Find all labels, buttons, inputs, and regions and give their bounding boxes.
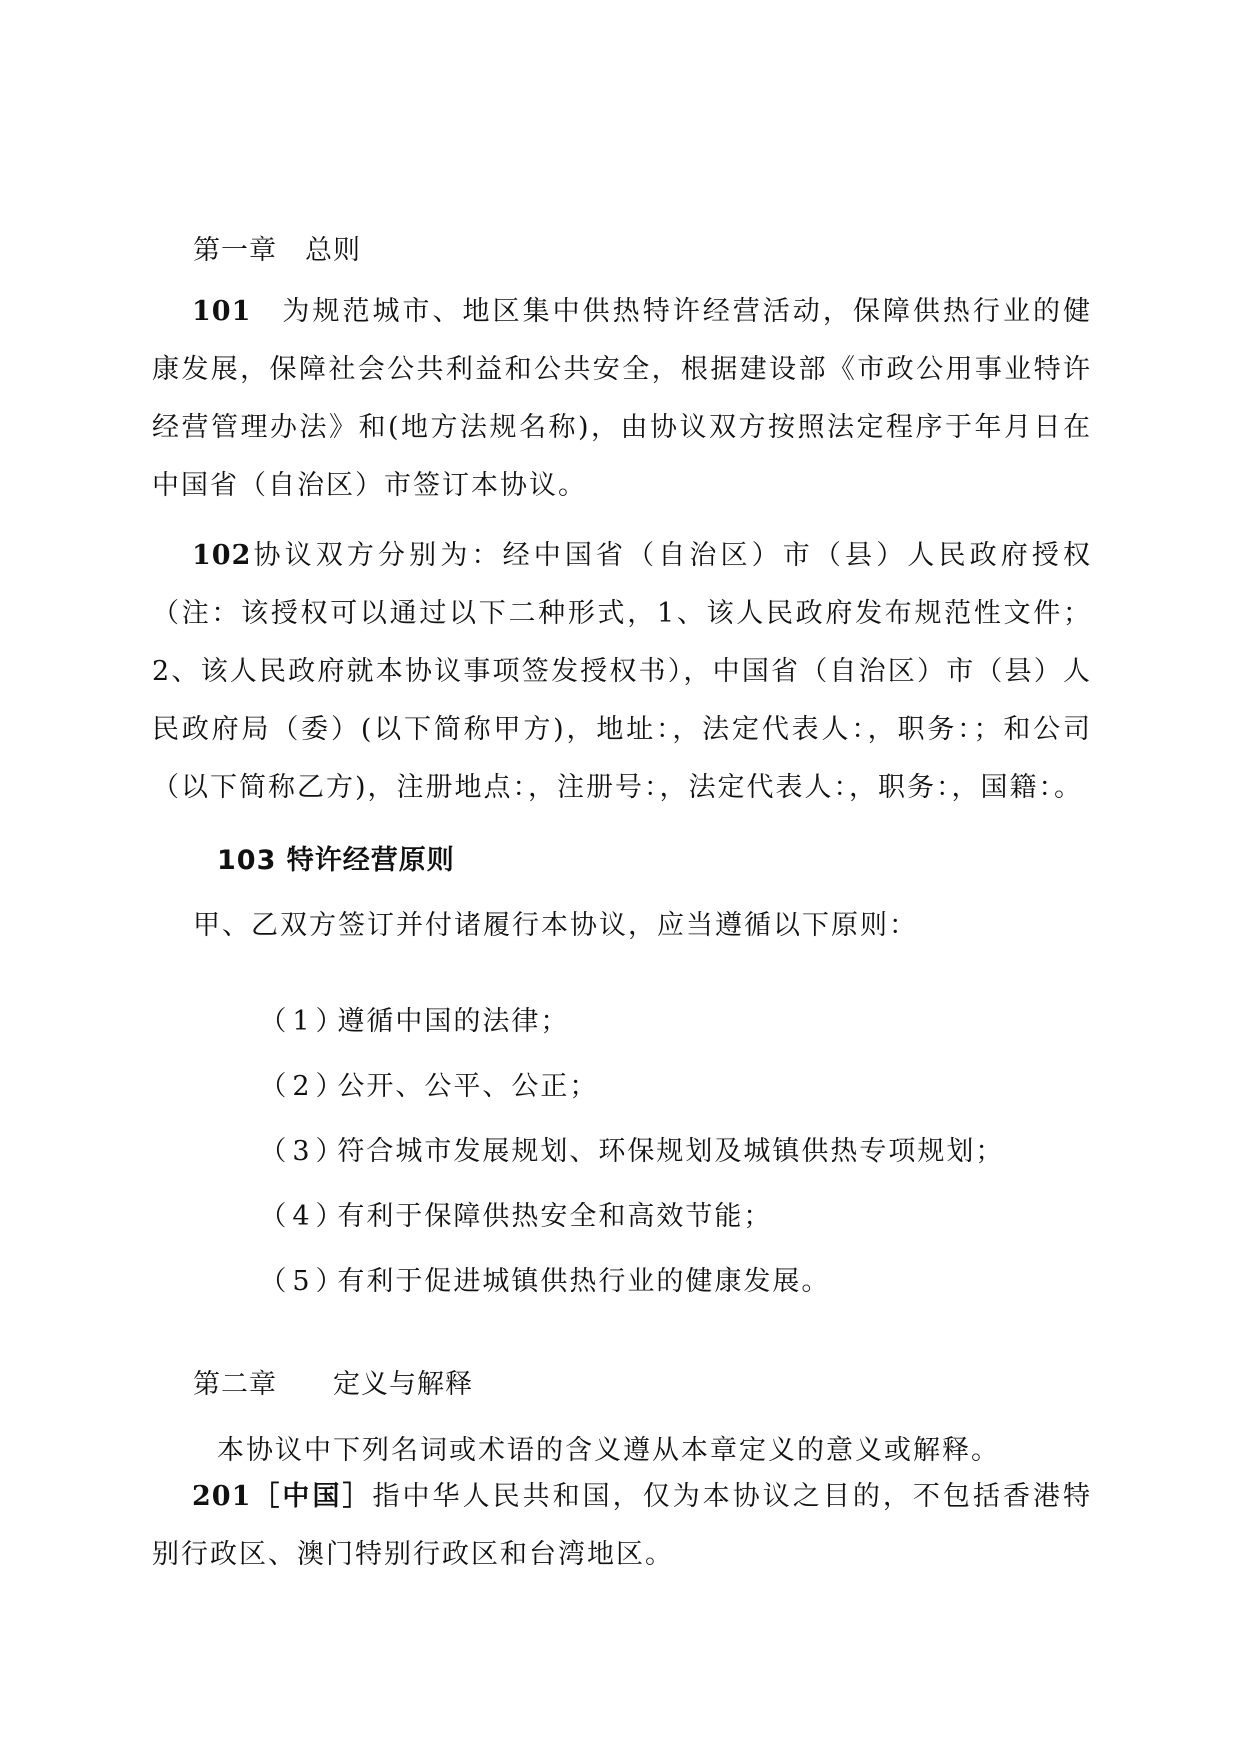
paragraph-102 (152, 527, 1092, 817)
clause-text-101: 为规范城市、地区集中供热特许经营活动，保障供热行业的健康发展，保障社会公共利益和公共安全，根据建设部《市政公用事业特许经营管理办法》和(地方法规名称)，由协议双方按照法定程序于年月日在中国省（自治区）市签订本协议。 (152, 296, 1093, 501)
item-text: 有利于保障供热安全和高效节能； (337, 1201, 773, 1232)
clause-number-201: 201 (192, 1481, 252, 1512)
item-text: 符合城市发展规划、环保规划及城镇供热专项规划； (337, 1136, 1005, 1167)
chapter-1-title: 第一章 总则 (193, 235, 361, 266)
item-label: （1） (259, 1006, 349, 1037)
chapter-2-intro: 本协议中下列名词或术语的含义遵从本章定义的意义或解释。 (217, 1435, 1000, 1466)
item-label: （5） (259, 1266, 349, 1297)
item-text: 有利于促进城镇供热行业的健康发展。 (337, 1266, 831, 1297)
item-text: 公开、公平、公正； (337, 1071, 599, 1102)
clause-number-101: 101 (192, 296, 252, 327)
item-text: 遵循中国的法律； (337, 1006, 570, 1037)
clause-103-title: 103 特许经营原则 (217, 845, 455, 876)
clause-number-102: 102 (192, 540, 252, 571)
paragraph-101 (152, 283, 1092, 515)
item-label: （4） (259, 1201, 349, 1232)
clause-103-intro: 甲、乙双方签订并付诸履行本协议，应当遵循以下原则： (193, 910, 918, 941)
item-label: （3） (259, 1136, 349, 1167)
paragraph-201 (152, 1468, 1092, 1584)
clause-text-201: 指中华人民共和国，仅为本协议之目的，不包括香港特别行政区、澳门特别行政区和台湾地区。 (152, 1481, 1093, 1570)
term-china: ［中国］ (251, 1481, 373, 1512)
principle-item-5 (217, 1228, 830, 1329)
chapter-2-title: 第二章 定义与解释 (193, 1369, 473, 1400)
item-label: （2） (259, 1071, 349, 1102)
clause-text-102: 协议双方分别为：经中国省（自治区）市（县）人民政府授权（注：该授权可以通过以下二种形式，1、该人民政府发布规范性文件；2、该人民政府就本协议事项签发授权书），中国省（自治区）市（县）人民政府局（委）(以下简称甲方)，地址：，法定代表人：，职务：；和公司（以下简称乙方)，注册地点：，注册号：，法定代表人：，职务：，国籍：。 (152, 540, 1092, 803)
